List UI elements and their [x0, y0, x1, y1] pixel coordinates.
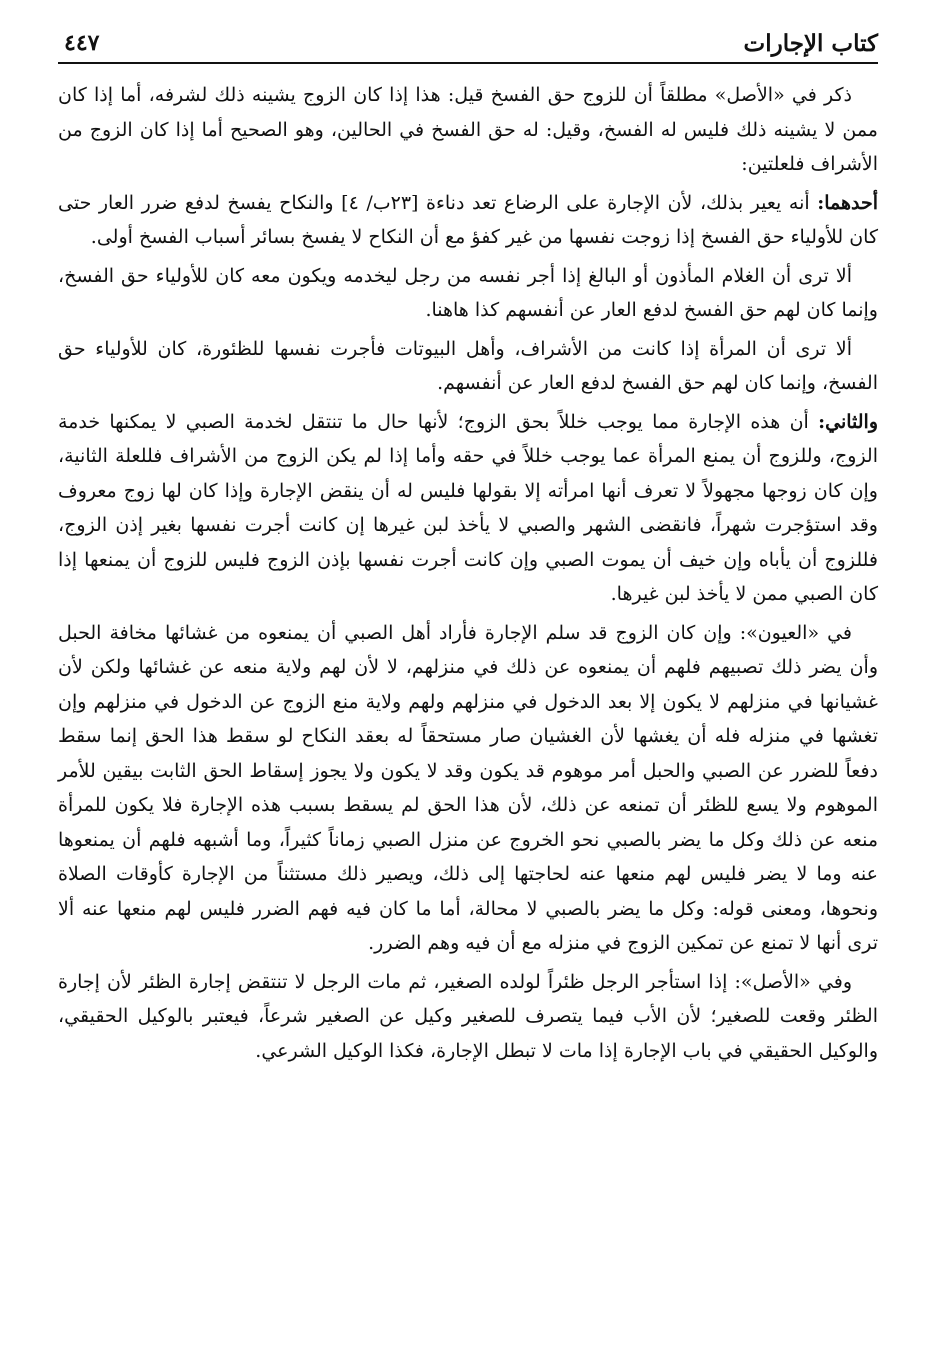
- body-text: [58, 78, 878, 1068]
- paragraph: [58, 332, 878, 401]
- page-number: ٤٤٧: [64, 30, 100, 56]
- paragraph: [58, 78, 878, 182]
- paragraph: [58, 186, 878, 255]
- paragraph-text: ألا ترى أن الغلام المأذون أو البالغ إذا أجر نفسه من رجل ليخدمه ويكون معه كان للأولياء حق الفسخ، وإنما كان لهم حق الفسخ لدفع العار عن أنفسهم كذا هاهنا.: [58, 264, 878, 321]
- paragraph-text: أن هذه الإجارة مما يوجب خللاً بحق الزوج؛ لأنها حال ما تنتقل لخدمة الصبي لا يمكنها خدمة الزوج، وللزوج أن يمنع المرأة عما يوجب خللاً في حقه وأما إذا لم يكن الزوج من الأشراف فللعلة الثانية، وإن كان زوجها مجهولاً لا تعرف أنها امرأته إلا بقولها فليس له أن ينقض الإجارة وإذا كان لها زوج معروف وقد استؤجرت شهراً، فانقضى الشهر والصبي لا يأخذ لبن غيرها إن كانت أجرت نفسها بغير إذن الزوج، فللزوج أن يأباه وإن خيف أن يموت الصبي وإن كانت أجرت نفسها بإذن الزوج فليس للزوج أن يمنعها إذا كان الصبي ممن لا يأخذ لبن غيرها.: [58, 410, 878, 605]
- paragraph-text: في «العيون»: وإن كان الزوج قد سلم الإجارة فأراد أهل الصبي أن يمنعوه من غشائها مخافة الحبل وأن يضر ذلك تصبيهم فلهم أن يمنعوه عن ذلك في منزلهم، لا لأن لهم ولاية منعه عن غشائها ولكن لأن غشيانها في منزلهم لا يكون إلا بعد الدخول في منزلهم ولهم ولاية منع الزوج عن الدخول في منزلهم وإن تغشها في منزله فله أن يغشها لأن الغشيان صار مستحقاً له بعقد النكاح لو سقط هذا الحق إنما سقط دفعاً للضرر عن الصبي والحبل أمر موهوم قد يكون وقد لا يكون ولا يجوز إسقاط الحق الثابت بيقين للأمر الموهوم ولا يسع للظئر أن تمنعه عن ذلك، لأن هذا الحق لم يسقط بسبب هذه الإجارة فلا يكون للمرأة منعه عن ذلك وكل ما يضر بالصبي نحو الخروج عن منزل الصبي زماناً كثيراً، وما أشبهه فلهم أن يمنعوها عنه وما لا يضر فليس لهم منعها عنه لحاجتها إلى ذلك، ويصير ذلك مستثناً من الإجارة كأوقات الصلاة ونحوها، ومعنى قوله: وكل ما يضر بالصبي لا محالة، أما ما كان فيه فهم الضرر فليس لهم منعها عنه ألا ترى أنها لا تمنع عن تمكين الزوج في منزله مع أن فيه وهم الضرر.: [58, 621, 878, 954]
- running-title: كتاب الإجارات: [743, 30, 878, 57]
- page-header: [58, 26, 878, 64]
- paragraph-text: أنه يعير بذلك، لأن الإجارة على الرضاع تعد دناءة [٢٣ب/ ٤] والنكاح يفسخ لدفع ضرر العار حتى كان للأولياء حق الفسخ إذا زوجت نفسها من غير كفؤ مع أن النكاح لا يفسخ بسائر أسباب الفسخ أولى.: [58, 191, 878, 248]
- paragraph-lead-word: والثاني:: [818, 410, 878, 433]
- paragraph: [58, 259, 878, 328]
- paragraph: [58, 965, 878, 1069]
- paragraph: [58, 405, 878, 612]
- paragraph-text: ذكر في «الأصل» مطلقاً أن للزوج حق الفسخ قيل: هذا إذا كان الزوج يشينه ذلك لشرفه، أما إذا كان ممن لا يشينه ذلك فليس له الفسخ، وقيل: له حق الفسخ في الحالين، وهو الصحيح أما إذا كان الزوج من الأشراف فلعلتين:: [58, 84, 878, 175]
- book-page: [58, 26, 878, 1072]
- paragraph: [58, 616, 878, 961]
- paragraph-lead-word: أحدهما:: [817, 191, 878, 214]
- paragraph-text: ألا ترى أن المرأة إذا كانت من الأشراف، وأهل البيوتات فأجرت نفسها للظئورة، كان للأولياء حق الفسخ، وإنما كان لهم حق الفسخ لدفع العار عن أنفسهم.: [58, 337, 878, 394]
- paragraph-text: وفي «الأصل»: إذا استأجر الرجل ظئراً لولده الصغير، ثم مات الرجل لا تنتقض إجارة الظئر لأن إجارة الظئر وقعت للصغير؛ لأن الأب فيما يتصرف للصغير وكيل عن الصغير شرعاً، فيعتبر بالوكيل الحقيقي، والوكيل الحقيقي في باب الإجارة إذا مات لا تبطل الإجارة، فكذا الوكيل الشرعي.: [58, 970, 878, 1062]
